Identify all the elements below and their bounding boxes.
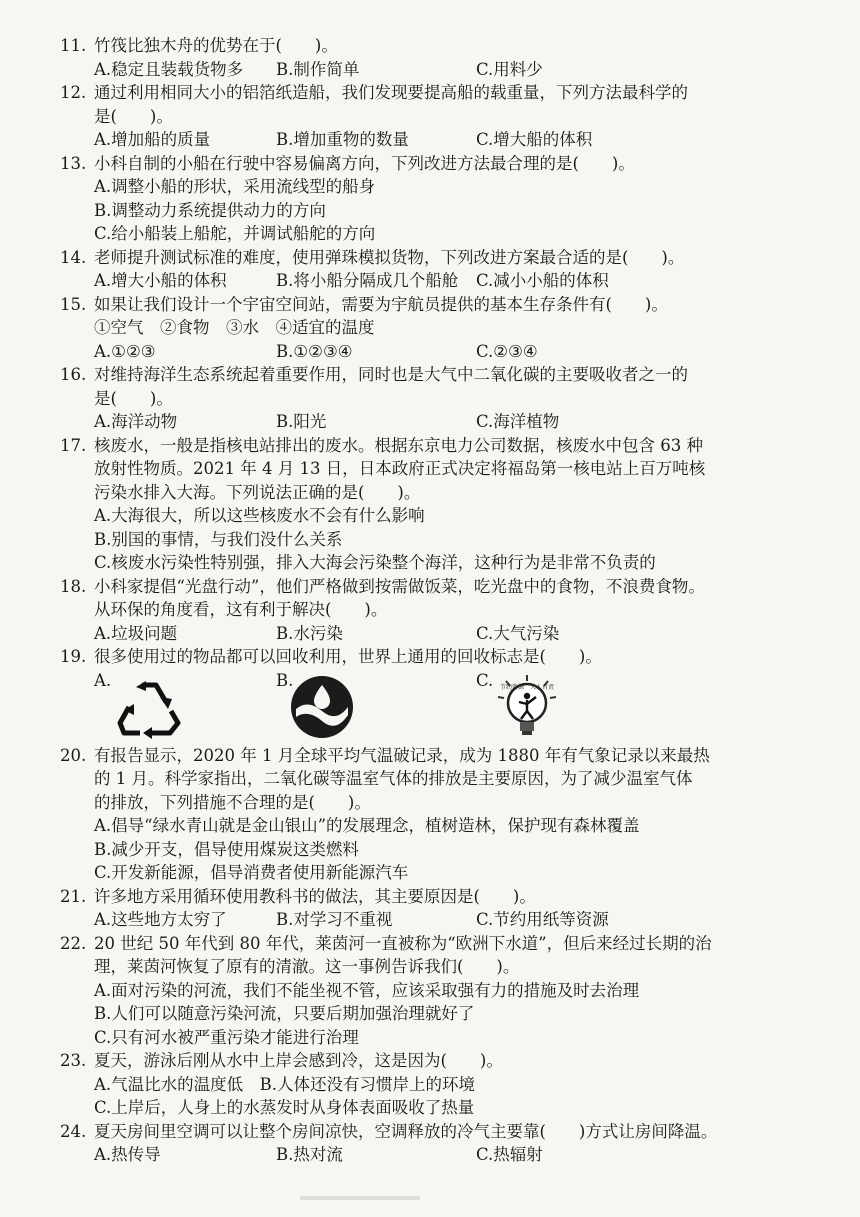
option-c: C.海洋植物 [476,412,560,431]
image-options-row [94,669,820,744]
question-stem-line: 核废水，一般是指核电站排出的废水。根据东京电力公司数据，核废水中包含 63 种 [94,435,703,455]
question-stem-line: 20 世纪 50 年代到 80 年代，莱茵河一直被称为“欧洲下水道”，但后来经过长期的治 [94,933,712,953]
option-a: A.增大小船的体积 [94,271,227,290]
options-row [94,410,820,434]
option-line: B.人们可以随意污染河流，只要后期加强治理就好了 [94,1004,475,1023]
option-b: B.对学习不重视 [276,910,393,929]
question [60,293,820,364]
question-stem-line: 污染水排入大海。下列说法正确的是( )。 [94,482,421,502]
question-stem-line: 老师提升测试标准的难度，使用弹珠模拟货物，下列改进方案最合适的是( )。 [94,247,685,267]
image-option [476,669,596,744]
question-stem-line: 放射性物质。2021 年 4 月 13 日，日本政府正式决定将福岛第一核电站上百万吨核 [94,459,706,478]
question [60,885,820,932]
question [60,34,820,81]
option-c: C.②③④ [476,341,538,361]
question-number: 23. [60,1051,87,1070]
option-line: A.大海很大，所以这些核废水不会有什么影响 [94,506,425,525]
question [60,1120,820,1167]
question-stem-line: 小科自制的小船在行驶中容易偏离方向，下列改进方法最合理的是( )。 [94,153,635,173]
option-line: C.只有河水被严重污染才能进行治理 [94,1027,359,1047]
question-stem-line: 夏天房间里空调可以让整个房间凉快，空调释放的冷气主要靠( )方式让房间降温。 [94,1121,718,1141]
question-stem-line: 的排放，下列措施不合理的是( )。 [94,792,371,812]
option-line: A.调整小船的形状，采用流线型的船身 [94,177,376,196]
question-number: 24. [60,1121,87,1141]
question-number: 22. [60,933,87,953]
water-saving-icon [290,675,354,739]
question [60,246,820,293]
option-line: B.减少开支，倡导使用煤炭这类燃料 [94,839,359,859]
question-stem-line: 如果让我们设计一个宇宙空间站，需要为宇航员提供的基本生存条件有( )。 [94,294,668,314]
options-row [94,908,820,932]
question-number: 17. [60,435,87,455]
question [60,1049,820,1120]
option-c: C.减小小船的体积 [476,271,609,290]
image-option [276,669,396,744]
question-stem-line: 是( )。 [94,106,173,126]
question [60,434,820,575]
option-b: B.水污染 [276,623,343,643]
option-b: B.将小船分隔成几个船舱 [276,271,459,290]
option-line: C.开发新能源，倡导消费者使用新能源汽车 [94,863,409,882]
option-b: B.①②③④ [276,341,353,361]
option-b: B.增加重物的数量 [276,130,409,149]
options-row [94,340,820,364]
option-b: B.阳光 [276,412,327,431]
image-option [94,669,214,744]
question-stem-line: 有报告显示，2020 年 1 月全球平均气温破记录，成为 1880 年有气象记录以来最热 [94,745,710,765]
page-bottom-mark [300,1196,420,1200]
question-stem-line: 许多地方采用循环使用教科书的做法，其主要原因是( )。 [94,886,536,906]
recycle-icon [116,677,182,739]
question-number: 16. [60,365,87,384]
option-a: A.稳定且装载货物多 [94,59,244,79]
option-a: A.增加船的质量 [94,130,211,149]
options-row [94,622,820,646]
badge-slogan-text: 节约资源 人人有责 [499,683,555,691]
question-stem-line: 竹筏比独木舟的优势在于( )。 [94,36,338,55]
option-c: C.大气污染 [476,623,560,643]
options-row [94,269,820,293]
image-option-label: C. [476,670,494,690]
question-list [60,34,820,1167]
question-stem-line: ①空气 ②食物 ③水 ④适宜的温度 [94,318,375,337]
question [60,932,820,1050]
option-a: A.海洋动物 [94,412,178,431]
option-c: C.用料少 [476,59,543,79]
question [60,152,820,246]
question-number: 21. [60,886,87,906]
option-line: C.给小船装上船舵，并调试船舵的方向 [94,224,376,243]
option-line: B.调整动力系统提供动力的方向 [94,200,326,220]
option-c: C.增大船的体积 [476,130,593,149]
option-a: A.这些地方太穷了 [94,910,227,929]
question [60,744,820,885]
question-number: 15. [60,294,87,314]
option-c: C.热辐射 [476,1145,543,1164]
question-number: 14. [60,247,87,267]
question-number: 18. [60,576,87,596]
options-row [94,1143,820,1167]
question [60,645,820,744]
question-stem-line: 通过利用相同大小的铝箔纸造船，我们发现要提高船的载重量，下列方法最科学的 [94,83,688,102]
option-c: C.节约用纸等资源 [476,910,609,929]
option-a: A.热传导 [94,1145,161,1164]
question-number: 11. [60,36,87,55]
option-line: C.上岸后，人身上的水蒸发时从身体表面吸收了热量 [94,1098,475,1117]
question-stem-line: 理，莱茵河恢复了原有的清澈。这一事例告诉我们( )。 [94,957,520,976]
option-b: B.热对流 [276,1145,343,1164]
question-stem-line: 是( )。 [94,388,173,408]
option-line: A.倡导“绿水青山就是金山银山”的发展理念，植树造林，保护现有森林覆盖 [94,816,640,835]
question-number: 19. [60,647,87,666]
option-line: C.核废水污染性特别强，排入大海会污染整个海洋，这种行为是非常不负责的 [94,553,656,572]
question [60,81,820,152]
question-stem-line: 对维持海洋生态系统起着重要作用，同时也是大气中二氧化碳的主要吸收者之一的 [94,365,688,384]
option-a: A.①②③ [94,341,156,361]
question-number: 12. [60,83,87,102]
image-option-label: B. [276,670,294,690]
question-number: 20. [60,745,87,765]
question-stem-line: 从环保的角度看，这有利于解决( )。 [94,600,388,619]
option-line: A.面对污染的河流，我们不能坐视不管，应该采取强有力的措施及时去治理 [94,980,640,1000]
question-stem-line: 的 1 月。科学家指出，二氧化碳等温室气体的排放是主要原因，为了减少温室气体 [94,769,693,788]
question-stem-line: 夏天，游泳后刚从水中上岸会感到冷，这是因为( )。 [94,1051,503,1070]
option-line: A.气温比水的温度低 B.人体还没有习惯岸上的环境 [94,1074,476,1094]
image-option-label: A. [94,670,112,690]
question [60,363,820,434]
option-line: B.别国的事情，与我们没什么关系 [94,529,343,549]
question-number: 13. [60,153,87,173]
question-stem-line: 很多使用过的物品都可以回收利用，世界上通用的回收标志是( )。 [94,647,602,666]
option-a: A.垃圾问题 [94,623,178,643]
options-row [94,128,820,152]
energy-saving-bulb-icon [492,673,562,739]
question-stem-line: 小科家提倡“光盘行动”，他们严格做到按需做饭菜，吃光盘中的食物，不浪费食物。 [94,576,705,596]
option-b: B.制作简单 [276,59,360,79]
question [60,575,820,646]
options-row [94,58,820,82]
